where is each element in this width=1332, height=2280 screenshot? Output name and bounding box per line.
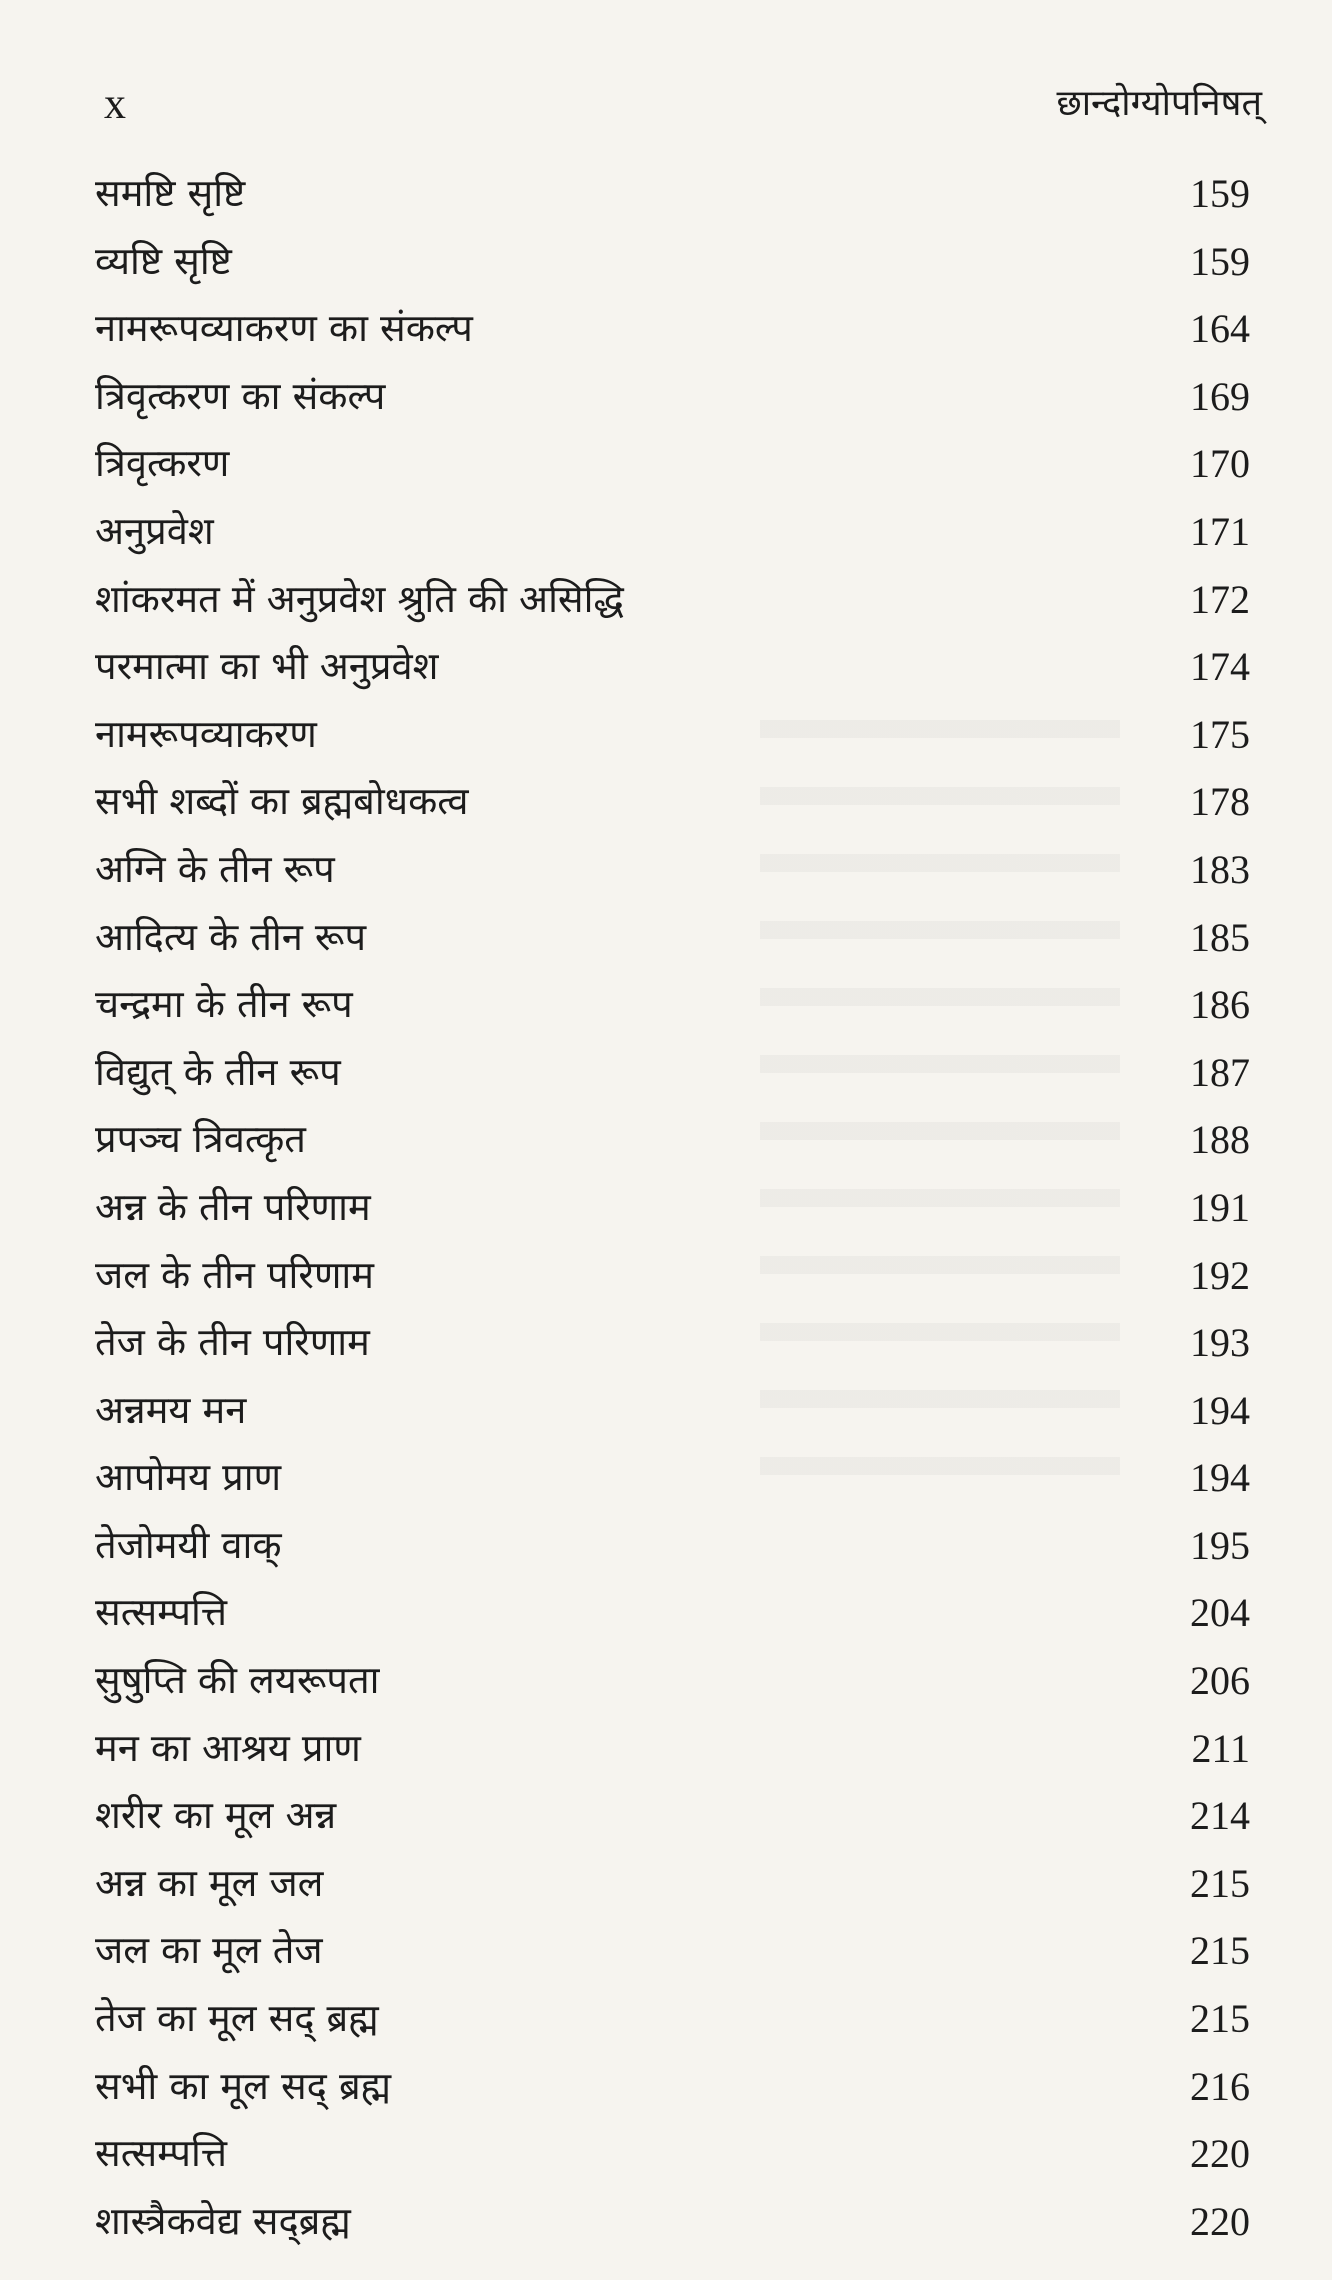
toc-entry-title: नामरूपव्याकरण [95, 711, 317, 756]
toc-entry [95, 1174, 1250, 1242]
toc-entry-page: 183 [1190, 846, 1250, 892]
toc-entry-title: सभी का मूल सद् ब्रह्म [95, 2063, 392, 2108]
toc-entry-page: 171 [1190, 508, 1250, 554]
toc-entry [95, 971, 1250, 1039]
toc-entry-page: 185 [1190, 914, 1250, 960]
toc-entry-title: मन का आश्रय प्राण [95, 1725, 361, 1770]
toc-entry-page: 220 [1190, 2198, 1250, 2244]
toc-entry-page: 194 [1190, 1455, 1250, 1501]
toc-entry-title: सुषुप्ति की लयरूपता [95, 1658, 380, 1703]
toc-entry [95, 2188, 1250, 2256]
toc-entry-title: अन्नमय मन [95, 1387, 247, 1432]
toc-entry-page: 211 [1191, 1725, 1250, 1771]
toc-entry [95, 1715, 1250, 1783]
toc-entry-page: 192 [1190, 1252, 1250, 1298]
toc-entry-page: 164 [1190, 306, 1250, 352]
toc-entry-title: अन्न का मूल जल [95, 1860, 324, 1905]
running-title: छान्दोग्योपनिषत् [1056, 83, 1262, 124]
toc-entry-page: 186 [1190, 982, 1250, 1028]
toc-entry-page: 204 [1190, 1590, 1250, 1636]
toc-entry-title: तेज के तीन परिणाम [95, 1320, 370, 1365]
toc-entry [95, 2053, 1250, 2121]
toc-entry-title: तेज का मूल सद् ब्रह्म [95, 1996, 379, 2041]
toc-entry [95, 160, 1250, 228]
toc-entry-title: आपोमय प्राण [95, 1455, 282, 1500]
toc-entry-title: त्रिवृत्करण का संकल्प [95, 373, 386, 418]
toc-entry-title: जल के तीन परिणाम [95, 1252, 374, 1297]
toc-entry-page: 178 [1190, 779, 1250, 825]
toc-entry [95, 701, 1250, 769]
toc-entry-page: 170 [1190, 441, 1250, 487]
toc-entry-title: प्रपञ्च त्रिवत्कृत [95, 1117, 306, 1162]
toc-entry-title: त्रिवृत्करण [95, 441, 230, 486]
toc-entry [95, 1106, 1250, 1174]
toc-entry [95, 1579, 1250, 1647]
toc-entry-title: सत्सम्पत्ति [95, 2131, 228, 2176]
toc-entry-page: 216 [1190, 2063, 1250, 2109]
toc-entry [95, 430, 1250, 498]
toc-entry-page: 194 [1190, 1387, 1250, 1433]
toc-entry-title: तेजोमयी वाक् [95, 1522, 282, 1567]
toc-entry [95, 363, 1250, 431]
toc-entry-page: 215 [1190, 1860, 1250, 1906]
toc-entry-page: 220 [1190, 2131, 1250, 2177]
toc-entry [95, 1917, 1250, 1985]
toc-entry-page: 159 [1190, 171, 1250, 216]
toc-entry [95, 1647, 1250, 1715]
toc-entry-page: 169 [1190, 373, 1250, 419]
toc-entry-page: 215 [1190, 1996, 1250, 2042]
toc-entry-title: समष्टि सृष्टि [95, 171, 246, 215]
toc-entry-page: 172 [1190, 576, 1250, 622]
toc-entry-page: 188 [1190, 1117, 1250, 1163]
page-numeral: x [104, 79, 126, 128]
toc-entry-page: 193 [1190, 1320, 1250, 1366]
toc-entry-title: अन्न के तीन परिणाम [95, 1184, 371, 1229]
toc-entry [95, 1039, 1250, 1107]
toc-entry-title: जल का मूल तेज [95, 1928, 323, 1973]
toc-entry [95, 1444, 1250, 1512]
table-of-contents [95, 160, 1250, 2255]
toc-entry [95, 1377, 1250, 1445]
toc-entry-title: शरीर का मूल अन्न [95, 1793, 337, 1838]
toc-entry [95, 498, 1250, 566]
toc-entry [95, 1242, 1250, 1310]
toc-entry [95, 295, 1250, 363]
toc-entry [95, 904, 1250, 972]
toc-entry-title: अग्नि के तीन रूप [95, 846, 335, 891]
toc-entry-page: 214 [1190, 1793, 1250, 1839]
toc-entry [95, 1782, 1250, 1850]
toc-entry-page: 215 [1190, 1928, 1250, 1974]
toc-entry [95, 768, 1250, 836]
toc-entry-page: 159 [1190, 238, 1250, 284]
toc-entry-page: 175 [1190, 711, 1250, 757]
toc-entry [95, 566, 1250, 634]
page-header [100, 74, 1262, 134]
toc-entry [95, 228, 1250, 296]
toc-entry [95, 1309, 1250, 1377]
toc-entry-page: 187 [1190, 1049, 1250, 1095]
toc-entry-page: 195 [1190, 1522, 1250, 1568]
toc-entry-title: आदित्य के तीन रूप [95, 914, 367, 959]
toc-entry-title: परमात्मा का भी अनुप्रवेश [95, 644, 439, 689]
toc-entry-page: 206 [1190, 1658, 1250, 1704]
toc-entry-title: सत्सम्पत्ति [95, 1590, 228, 1635]
toc-entry [95, 1985, 1250, 2053]
toc-entry-title: शांकरमत में अनुप्रवेश श्रुति की असिद्धि [95, 576, 624, 621]
toc-entry-title: अनुप्रवेश [95, 508, 214, 553]
toc-entry-page: 191 [1190, 1184, 1250, 1230]
toc-entry-title: सभी शब्दों का ब्रह्मबोधकत्व [95, 779, 469, 824]
toc-entry [95, 633, 1250, 701]
toc-entry-title: शास्त्रैकवेद्य सद्ब्रह्म [95, 2198, 351, 2243]
toc-entry-page: 174 [1190, 644, 1250, 690]
toc-entry [95, 836, 1250, 904]
toc-entry-title: विद्युत् के तीन रूप [95, 1049, 341, 1094]
toc-entry [95, 1850, 1250, 1918]
toc-entry [95, 1512, 1250, 1580]
toc-entry [95, 2120, 1250, 2188]
toc-entry-title: व्यष्टि सृष्टि [95, 238, 232, 283]
toc-entry-title: चन्द्रमा के तीन रूप [95, 982, 353, 1027]
toc-entry-title: नामरूपव्याकरण का संकल्प [95, 306, 473, 351]
